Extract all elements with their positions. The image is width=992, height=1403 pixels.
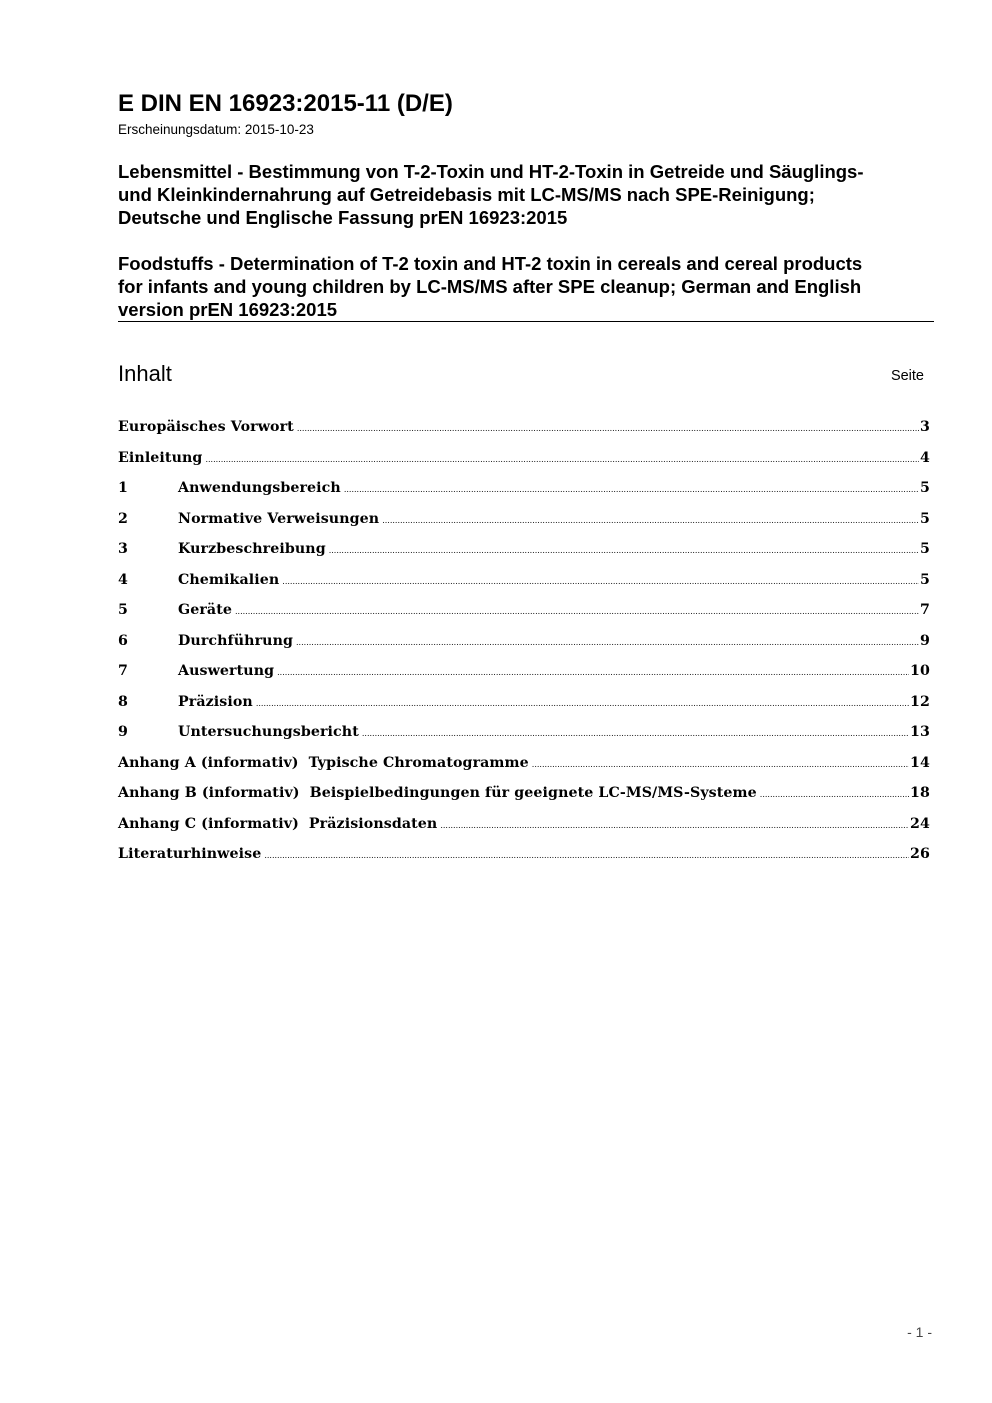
toc-dot-leader — [382, 511, 919, 531]
toc-entry-number: 8 — [118, 693, 128, 710]
toc-page-column-label: Seite — [890, 368, 924, 384]
toc-entry-number: 5 — [118, 602, 128, 618]
toc-entry-title: Einleitung — [118, 449, 203, 466]
toc-entry[interactable] — [118, 722, 930, 753]
toc-entry[interactable] — [118, 783, 930, 814]
toc-entry-page: 3 — [920, 419, 930, 435]
toc-entry-number: 6 — [118, 632, 128, 649]
toc-entry-title: Europäisches Vorwort — [118, 419, 294, 435]
page-number: - 1 - — [907, 1324, 932, 1340]
title-german-line: und Kleinkindernahrung auf Getreidebasis mit LC-MS/MS nach SPE-Reinigung; — [118, 184, 815, 205]
toc-entry-annex-label: Anhang C (informativ) — [118, 815, 299, 832]
toc-entry-number: 7 — [118, 663, 128, 679]
toc-entry-number: 3 — [118, 541, 128, 557]
toc-entry[interactable] — [118, 814, 930, 845]
toc-dot-leader — [344, 480, 919, 500]
toc-entry-number: 2 — [118, 510, 128, 527]
toc-entry-title: Durchführung — [178, 632, 294, 649]
toc-dot-leader — [532, 755, 909, 775]
toc-dot-leader — [362, 724, 909, 744]
toc-entry[interactable] — [118, 844, 930, 875]
title-english — [118, 252, 938, 321]
table-of-contents — [118, 417, 930, 875]
toc-dot-leader — [282, 572, 919, 592]
toc-entry[interactable] — [118, 417, 930, 448]
toc-entry-page: 5 — [920, 571, 930, 588]
toc-entry-title: Beispielbedingungen für geeignete LC-MS/MS-Systeme — [309, 785, 757, 801]
toc-entry[interactable] — [118, 631, 930, 662]
title-english-line: version prEN 16923:2015 — [118, 299, 338, 320]
toc-entry-number: 1 — [118, 480, 128, 496]
toc-entry-annex-label: Anhang B (informativ) — [118, 785, 300, 801]
toc-entry[interactable] — [118, 692, 930, 723]
toc-entry-page: 9 — [920, 632, 930, 649]
toc-entry[interactable] — [118, 661, 930, 692]
toc-heading: Inhalt — [118, 361, 172, 386]
toc-entry-page: 12 — [910, 693, 930, 710]
toc-entry-annex-label: Anhang A (informativ) — [118, 754, 299, 771]
toc-entry-title: Kurzbeschreibung — [178, 541, 326, 557]
toc-entry-page: 7 — [920, 602, 930, 618]
toc-entry-page: 14 — [910, 754, 930, 771]
title-german-line: Deutsche und Englische Fassung prEN 16923:2015 — [118, 207, 568, 228]
toc-entry-title: Auswertung — [178, 663, 275, 679]
toc-entry-page: 10 — [910, 663, 930, 679]
toc-dot-leader — [277, 663, 909, 683]
title-english-line: Foodstuffs - Determination of T-2 toxin and HT-2 toxin in cereals and cereal products — [118, 253, 863, 274]
toc-entry-title: Normative Verweisungen — [178, 510, 380, 527]
toc-entry-page: 4 — [920, 449, 930, 466]
toc-entry-title: Literaturhinweise — [118, 846, 262, 862]
toc-entry[interactable] — [118, 753, 930, 784]
toc-entry-title: Präzision — [178, 693, 253, 710]
toc-entry-page: 18 — [910, 785, 930, 801]
toc-entry-title: Untersuchungsbericht — [178, 724, 359, 740]
toc-dot-leader — [264, 846, 909, 866]
toc-entry-page: 26 — [910, 846, 930, 862]
toc-entry-page: 24 — [910, 815, 930, 832]
toc-entry-title: Präzisionsdaten — [308, 815, 438, 832]
title-english-line: for infants and young children by LC-MS/MS after SPE cleanup; German and English — [118, 276, 862, 297]
document-id: E DIN EN 16923:2015-11 (D/E) — [118, 90, 453, 117]
toc-entry-page: 13 — [910, 724, 930, 740]
toc-entry-title: Anwendungsbereich — [178, 480, 341, 496]
toc-dot-leader — [205, 450, 919, 470]
toc-entry-title: Chemikalien — [178, 571, 280, 588]
toc-dot-leader — [297, 419, 919, 439]
toc-entry[interactable] — [118, 478, 930, 509]
issue-date: Erscheinungsdatum: 2015-10-23 — [118, 122, 314, 137]
toc-entry-page: 5 — [920, 480, 930, 496]
toc-entry-page: 5 — [920, 510, 930, 527]
toc-entry-title: Geräte — [178, 602, 232, 618]
title-divider — [118, 321, 934, 322]
toc-entry[interactable] — [118, 509, 930, 540]
toc-dot-leader — [760, 785, 909, 805]
toc-dot-leader — [329, 541, 919, 561]
toc-dot-leader — [296, 633, 919, 653]
toc-entry[interactable] — [118, 539, 930, 570]
toc-entry-number: 9 — [118, 724, 128, 740]
toc-dot-leader — [256, 694, 909, 714]
toc-dot-leader — [235, 602, 919, 622]
toc-entry[interactable] — [118, 600, 930, 631]
toc-dot-leader — [440, 816, 909, 836]
toc-entry[interactable] — [118, 448, 930, 479]
title-german — [118, 160, 938, 229]
toc-entry-number: 4 — [118, 571, 128, 588]
toc-entry-title: Typische Chromatogramme — [308, 754, 529, 771]
toc-entry[interactable] — [118, 570, 930, 601]
title-german-line: Lebensmittel - Bestimmung von T-2-Toxin und HT-2-Toxin in Getreide und Säuglings- — [118, 161, 864, 182]
toc-entry-page: 5 — [920, 541, 930, 557]
